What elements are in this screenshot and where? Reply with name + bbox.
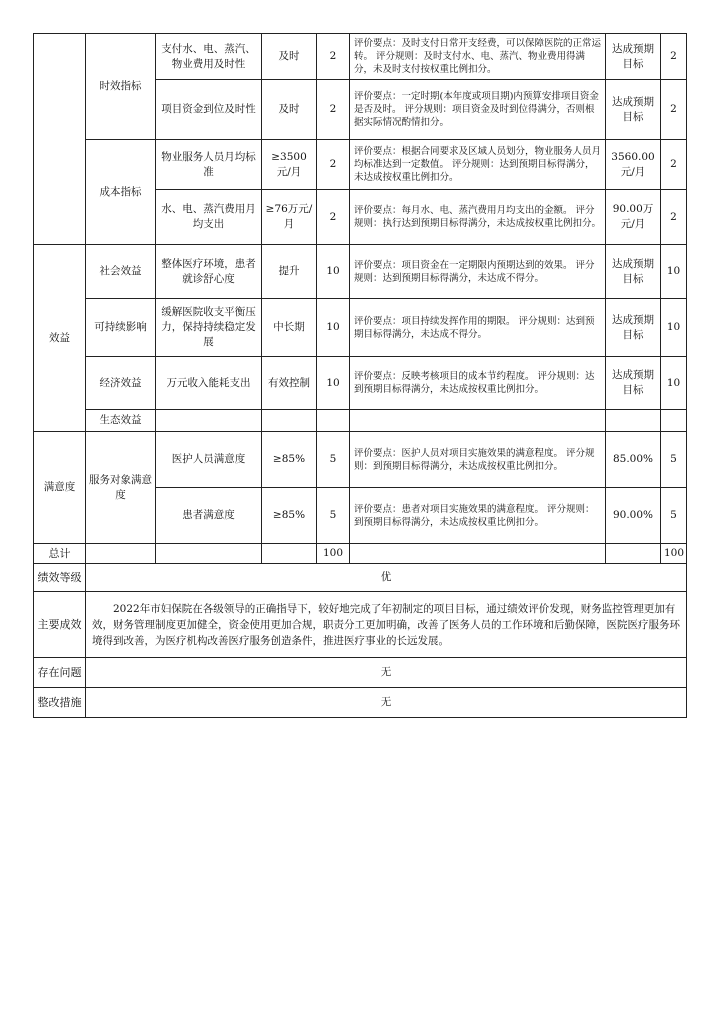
level3-indicator: 支付水、电、蒸汽、物业费用及时性 [156,34,262,80]
actual-value: 90.00% [606,488,661,544]
performance-table [33,33,687,718]
weight: 10 [317,245,350,299]
weight: 5 [317,432,350,488]
score: 10 [661,299,687,357]
table-row [34,34,687,80]
level2-indicator: 服务对象满意度 [86,432,156,544]
level1-indicator: 效益 [34,245,86,432]
weight: 2 [317,190,350,245]
actual-value: 3560.00元/月 [606,140,661,190]
results-label: 主要成效 [34,592,86,658]
target-value: 提升 [262,245,317,299]
evaluation-criteria: 评价要点：患者对项目实施效果的满意程度。 评分规则：到预期目标得满分，未达成按权重比例扣分。 [350,488,606,544]
evaluation-criteria: 评价要点：项目持续发挥作用的期限。 评分规则：达到预期目标得满分，未达成不得分。 [350,299,606,357]
evaluation-criteria: 评价要点：根据合同要求及区域人员划分，物业服务人员月均标准达到一定数值。 评分规则：达到预期目标得满分，未达成按权重比例扣分。 [350,140,606,190]
target-value: ≥76万元/月 [262,190,317,245]
table-row [34,410,687,432]
actual-value: 达成预期目标 [606,357,661,410]
level2-indicator: 可持续影响 [86,299,156,357]
problems-label: 存在问题 [34,658,86,688]
level1-indicator: 满意度 [34,432,86,544]
problems-value: 无 [86,658,687,688]
evaluation-criteria: 评价要点：项目资金在一定期限内预期达到的效果。 评分规则：达到预期目标得满分，未达成不得分。 [350,245,606,299]
target-value: ≥85% [262,488,317,544]
score: 2 [661,190,687,245]
total-row [34,544,687,564]
grade-label: 绩效等级 [34,564,86,592]
problems-row [34,658,687,688]
target-value: 及时 [262,34,317,80]
actual-value: 90.00万元/月 [606,190,661,245]
score: 5 [661,432,687,488]
table-row [34,432,687,488]
table-row [34,140,687,190]
level3-indicator: 缓解医院收支平衡压力，保持持续稳定发展 [156,299,262,357]
table-row [34,245,687,299]
measures-value: 无 [86,688,687,718]
grade-row [34,564,687,592]
measures-label: 整改措施 [34,688,86,718]
target-value: 有效控制 [262,357,317,410]
score: 2 [661,140,687,190]
level2-indicator: 社会效益 [86,245,156,299]
score: 2 [661,34,687,80]
evaluation-criteria: 评价要点：一定时期(本年度或项目期)内预算安排项目资金是否及时。 评分规则：项目资金及时到位得满分，否则根据实际情况酌情扣分。 [350,80,606,140]
weight: 2 [317,34,350,80]
level2-indicator: 时效指标 [86,34,156,140]
score: 2 [661,80,687,140]
weight: 5 [317,488,350,544]
actual-value: 达成预期目标 [606,299,661,357]
evaluation-criteria: 评价要点：医护人员对项目实施效果的满意程度。 评分规则：到预期目标得满分，未达成按权重比例扣分。 [350,432,606,488]
target-value: ≥3500元/月 [262,140,317,190]
score: 10 [661,357,687,410]
table-row [34,299,687,357]
table-row [34,357,687,410]
score: 10 [661,245,687,299]
evaluation-criteria: 评价要点：每月水、电、蒸汽费用月均支出的金额。 评分规则：执行达到预期目标得满分，未达成按权重比例扣分。 [350,190,606,245]
grade-value: 优 [86,564,687,592]
level3-indicator: 项目资金到位及时性 [156,80,262,140]
score: 5 [661,488,687,544]
actual-value: 达成预期目标 [606,80,661,140]
measures-row [34,688,687,718]
weight: 2 [317,140,350,190]
level3-indicator: 万元收入能耗支出 [156,357,262,410]
evaluation-criteria: 评价要点：反映考核项目的成本节约程度。 评分规则：达到预期目标得满分，未达成按权重比例扣分。 [350,357,606,410]
results-text: 2022年市妇保院在各级领导的正确指导下，较好地完成了年初制定的项目目标，通过绩效评价发现，财务监控管理更加有效，财务管理制度更加健全，资金使用更加合规，职责分工更加明确，改善了医务人员的工作环境和后勤保障，医院医疗服务环境得到改善，为医疗机构改善医疗服务创造条件，推进医疗事业的长远发展。 [86,592,687,658]
target-value: 中长期 [262,299,317,357]
weight: 10 [317,357,350,410]
target-value: ≥85% [262,432,317,488]
total-weight: 100 [317,544,350,564]
results-row [34,592,687,658]
level3-indicator: 水、电、蒸汽费用月均支出 [156,190,262,245]
evaluation-criteria: 评价要点：及时支付日常开支经费，可以保障医院的正常运转。 评分规则：及时支付水、电、蒸汽、物业费用得满分，未及时支付按权重比例扣分。 [350,34,606,80]
weight: 10 [317,299,350,357]
level3-indicator: 患者满意度 [156,488,262,544]
level3-indicator: 物业服务人员月均标准 [156,140,262,190]
level2-indicator: 经济效益 [86,357,156,410]
output-category-cell [34,34,86,245]
actual-value: 85.00% [606,432,661,488]
total-label: 总计 [34,544,86,564]
level3-indicator: 医护人员满意度 [156,432,262,488]
actual-value: 达成预期目标 [606,245,661,299]
level3-indicator: 整体医疗环境，患者就诊舒心度 [156,245,262,299]
level2-indicator: 成本指标 [86,140,156,245]
actual-value: 达成预期目标 [606,34,661,80]
level2-indicator: 生态效益 [86,410,156,432]
target-value: 及时 [262,80,317,140]
weight: 2 [317,80,350,140]
total-score: 100 [661,544,687,564]
